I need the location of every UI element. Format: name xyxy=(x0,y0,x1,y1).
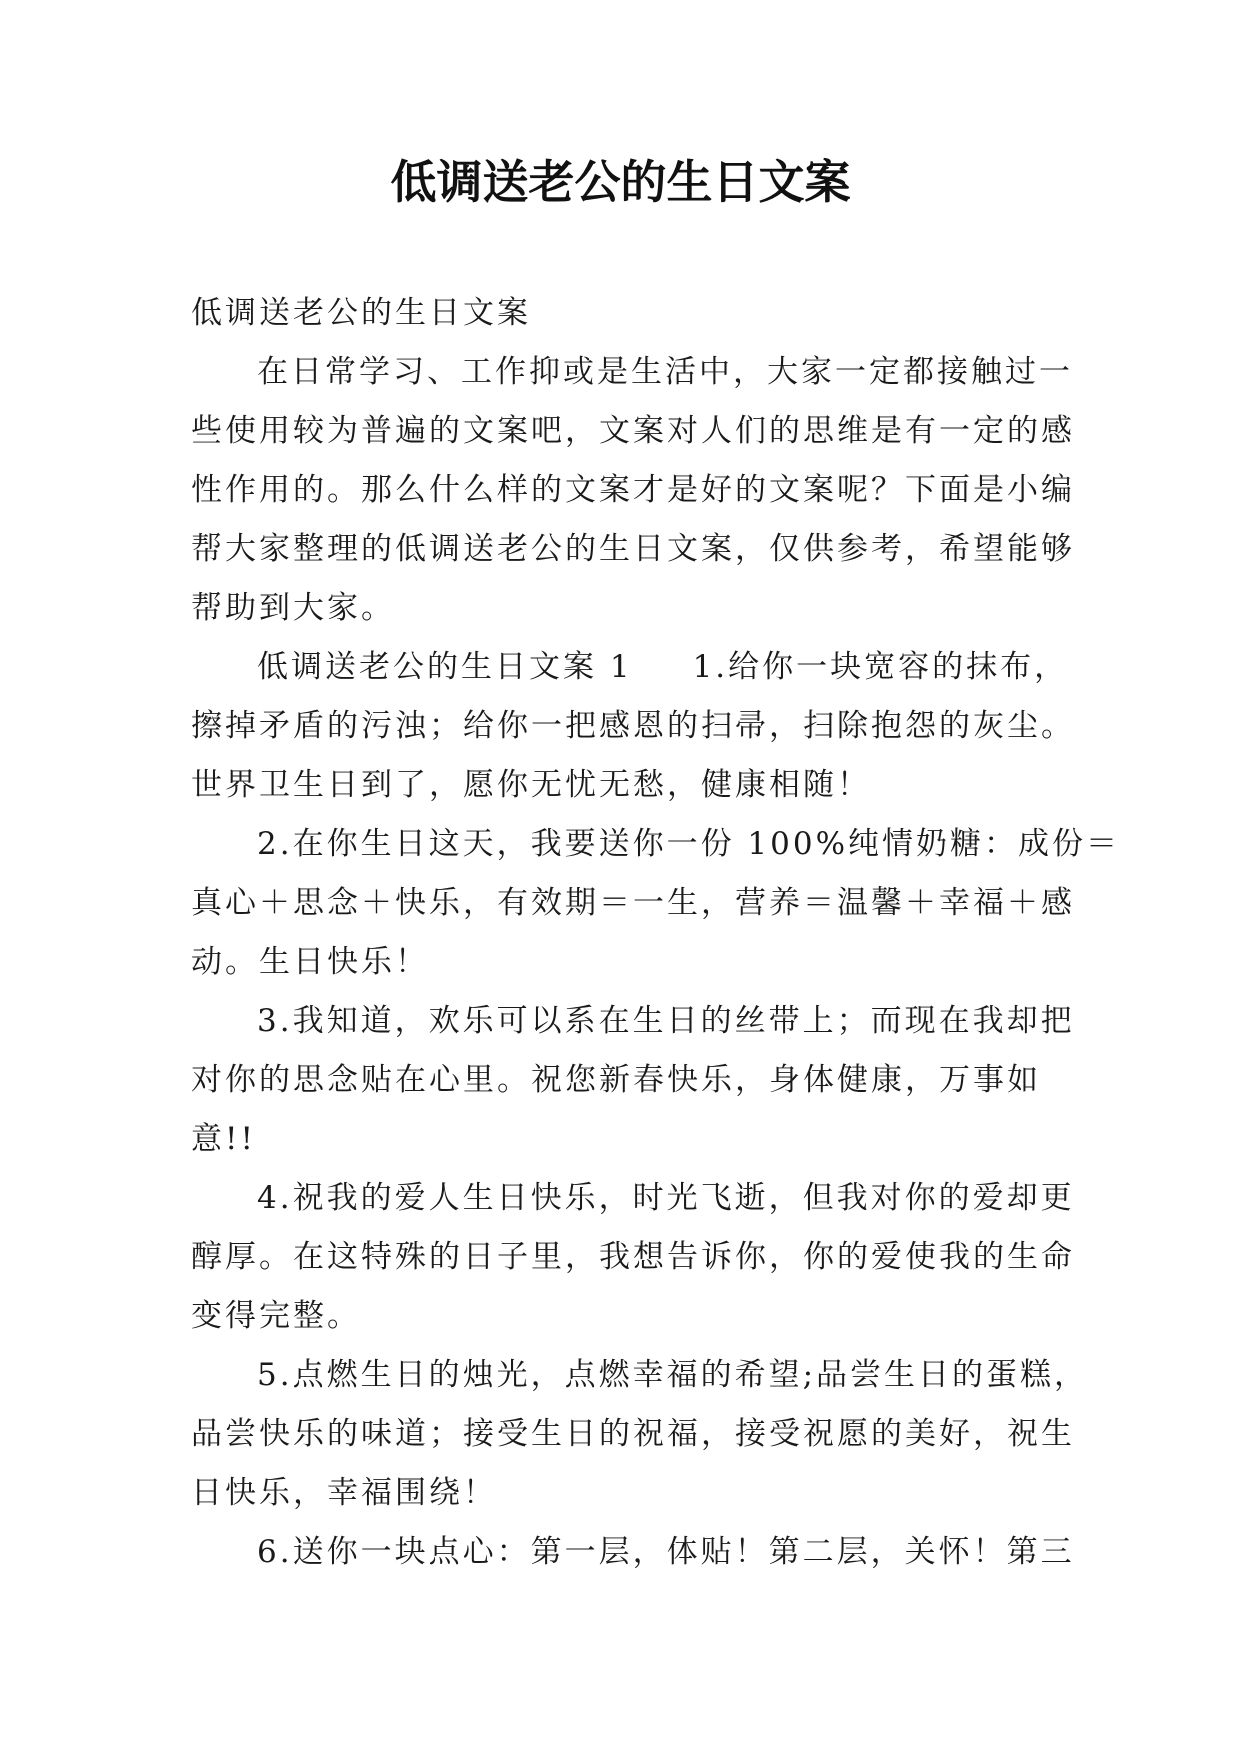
text-line xyxy=(191,579,1059,638)
text-line xyxy=(191,1228,1075,1287)
text-line-content: 性作用的。那么什么样的文案才是好的文案呢？下面是小编 xyxy=(191,472,1075,508)
text-line-content: 2.在你生日这天，我要送你一份 100%纯情奶糖：成份＝ xyxy=(257,826,1121,862)
text-line xyxy=(191,343,1073,402)
text-line xyxy=(191,402,1075,461)
text-line xyxy=(191,697,1075,756)
text-line xyxy=(191,1405,1075,1464)
text-line xyxy=(191,1464,1059,1523)
document-title: 低调送老公的生日文案 xyxy=(390,155,851,209)
text-line xyxy=(191,638,1069,697)
text-line-content: 帮助到大家。 xyxy=(191,590,395,626)
text-line xyxy=(191,1346,1089,1405)
text-line xyxy=(191,1287,1059,1346)
text-line xyxy=(191,1523,1075,1582)
text-line xyxy=(191,1110,1059,1169)
text-line xyxy=(191,992,1075,1051)
text-line-content: 对你的思念贴在心里。祝您新春快乐，身体健康，万事如 xyxy=(191,1062,1041,1098)
text-line xyxy=(191,874,1075,933)
text-line xyxy=(191,1169,1075,1228)
text-line-content: 变得完整。 xyxy=(191,1298,361,1334)
text-line-content: 3.我知道，欢乐可以系在生日的丝带上；而现在我却把 xyxy=(257,1003,1075,1039)
text-line-content: 在日常学习、工作抑或是生活中，大家一定都接触过一 xyxy=(257,354,1073,390)
text-line-content: 些使用较为普遍的文案吧，文案对人们的思维是有一定的感 xyxy=(191,413,1075,449)
text-line-content: 帮大家整理的低调送老公的生日文案，仅供参考，希望能够 xyxy=(191,531,1075,567)
text-line-content: 4.祝我的爱人生日快乐，时光飞逝，但我对你的爱却更 xyxy=(257,1180,1075,1216)
text-line-content: 5.点燃生日的烛光，点燃幸福的希望;品尝生日的蛋糕， xyxy=(257,1357,1089,1393)
text-line-content: 醇厚。在这特殊的日子里，我想告诉你，你的爱使我的生命 xyxy=(191,1239,1075,1275)
text-line-content: 低调送老公的生日文案 1 xyxy=(257,649,633,685)
text-line-content: 真心＋思念＋快乐，有效期＝一生，营养＝温馨＋幸福＋感 xyxy=(191,885,1075,921)
document-body xyxy=(191,284,1121,1582)
text-line-tail: 1.给你一块宽容的抹布， xyxy=(692,649,1069,685)
text-line-content: 意!! xyxy=(191,1121,256,1157)
text-line-content: 品尝快乐的味道；接受生日的祝福，接受祝愿的美好，祝生 xyxy=(191,1416,1075,1452)
text-line xyxy=(191,461,1075,520)
text-line-content: 6.送你一块点心：第一层，体贴！第二层，关怀！第三 xyxy=(257,1534,1075,1570)
text-line xyxy=(191,933,1059,992)
text-line xyxy=(191,1051,1059,1110)
text-line xyxy=(191,815,1121,874)
text-line-content: 动。生日快乐！ xyxy=(191,944,429,980)
text-line-content: 日快乐，幸福围绕！ xyxy=(191,1475,497,1511)
text-line-content: 擦掉矛盾的污浊；给你一把感恩的扫帚，扫除抱怨的灰尘。 xyxy=(191,708,1075,744)
text-line-content: 低调送老公的生日文案 xyxy=(191,295,531,331)
text-line-content: 世界卫生日到了，愿你无忧无愁，健康相随！ xyxy=(191,767,871,803)
text-line xyxy=(191,756,1059,815)
text-line xyxy=(191,520,1075,579)
text-line xyxy=(191,284,1059,343)
